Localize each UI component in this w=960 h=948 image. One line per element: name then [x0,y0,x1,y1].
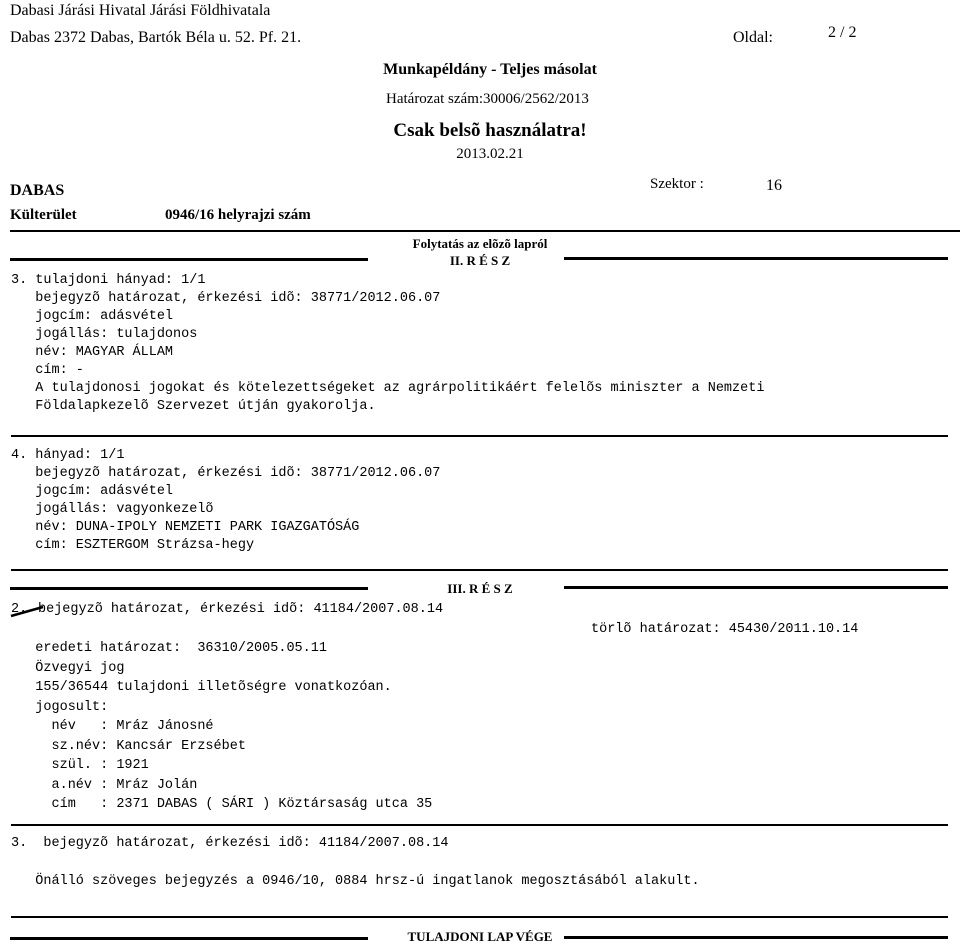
ownership-entry-4 [11,447,440,555]
parcel-number: 0946/16 helyrajzi szám [165,207,311,223]
entry-line: eredeti határozat: 36310/2005.05.11 [11,641,327,656]
entry-2-decision: bejegyzõ határozat, érkezési idõ: 41184/2007.08.14 [38,602,444,617]
end-of-sheet-label: TULAJDONI LAP VÉGE [407,929,553,944]
entry-line: szül. : 1921 [11,758,149,773]
entry-divider [11,435,948,437]
entry-line: Özvegyi jog [11,660,125,676]
entry-line: Földalapkezelõ Szervezet útján gyakorolja. [11,399,376,414]
section-iii-title: III. R É S Z [447,581,513,596]
encumbrance-entry-2 [11,639,432,815]
sector-label: Szektor : [650,176,704,192]
entry-line: sz.név: Kancsár Erzsébet [11,738,246,754]
entry-divider [11,824,948,826]
footer-rule-left [10,937,368,940]
entry-line: 3. tulajdoni hányad: 1/1 [11,273,206,288]
entry-3-text: Önálló szöveges bejegyzés a 0946/10, 0884 hrsz-ú ingatlanok megosztásából alakult. [11,874,700,889]
decision-label: Határozat szám: [386,91,484,107]
section-ii-rule-left [10,258,368,261]
section-divider [11,916,948,918]
document-date: 2013.02.21 [456,146,524,162]
entry-line: jogállás: vagyonkezelõ [11,502,214,517]
entry-line: jogállás: tulajdonos [11,327,198,342]
section-divider [11,569,948,571]
settlement-name: DABAS [10,182,65,199]
entry-line: 4. hányad: 1/1 [11,448,125,463]
entry-line: név: MAGYAR ÁLLAM [11,345,174,360]
entry-line: 155/36544 tulajdoni illetõségre vonatkozóan. [11,680,392,695]
entry-line: a.név : Mráz Jolán [11,777,198,793]
entry-line: jogosult: [11,699,109,715]
page-number: 2 / 2 [828,24,857,41]
ownership-entry-3 [11,272,764,416]
section-ii-title: II. R É S Z [449,253,511,268]
entry-3-decision: 3. bejegyzõ határozat, érkezési idõ: 41184/2007.08.14 [11,836,449,851]
entry-line: cím : 2371 DABAS ( SÁRI ) Köztársaság utca 35 [11,797,433,812]
entry-2-delete-decision: törlõ határozat: 45430/2011.10.14 [591,622,859,637]
sector-value: 16 [766,177,782,194]
office-address: Dabas 2372 Dabas, Bartók Béla u. 52. Pf. 21. [10,29,302,46]
section-iii-rule-left [10,587,368,590]
entry-line: bejegyzõ határozat, érkezési idõ: 38771/2012.06.07 [11,466,441,481]
office-name: Dabasi Járási Hivatal Járási Földhivatala [10,2,271,19]
entry-line: cím: ESZTERGOM Strázsa-hegy [11,538,255,553]
entry-line: név: DUNA-IPOLY NEMZETI PARK IGAZGATÓSÁG [11,520,360,535]
entry-2-number: 2. [11,602,28,617]
footer-rule-right [564,936,948,939]
section-iii-rule-right [564,586,948,589]
entry-line: cím: - [11,363,84,378]
decision-value: 30006/2562/2013 [483,91,589,107]
entry-line: A tulajdonosi jogokat és kötelezettségeket az agrárpolitikáért felelõs miniszter a Nemzeti [11,381,765,396]
area-type: Külterület [10,207,77,223]
entry-line: jogcím: adásvétel [11,309,174,324]
section-ii-rule-right [564,257,948,260]
page-label: Oldal: [733,29,773,46]
internal-use-notice: Csak belsõ használatra! [393,120,587,141]
continued-label: Folytatás az elõzõ lapról [412,236,548,251]
copy-type-title: Munkapéldány - Teljes másolat [383,61,597,78]
header-divider [10,230,960,232]
decision-number [386,91,589,108]
entry-line: név : Mráz Jánosné [11,719,214,734]
entry-line: bejegyzõ határozat, érkezési idõ: 38771/2012.06.07 [11,291,441,306]
entry-line: jogcím: adásvétel [11,484,174,499]
